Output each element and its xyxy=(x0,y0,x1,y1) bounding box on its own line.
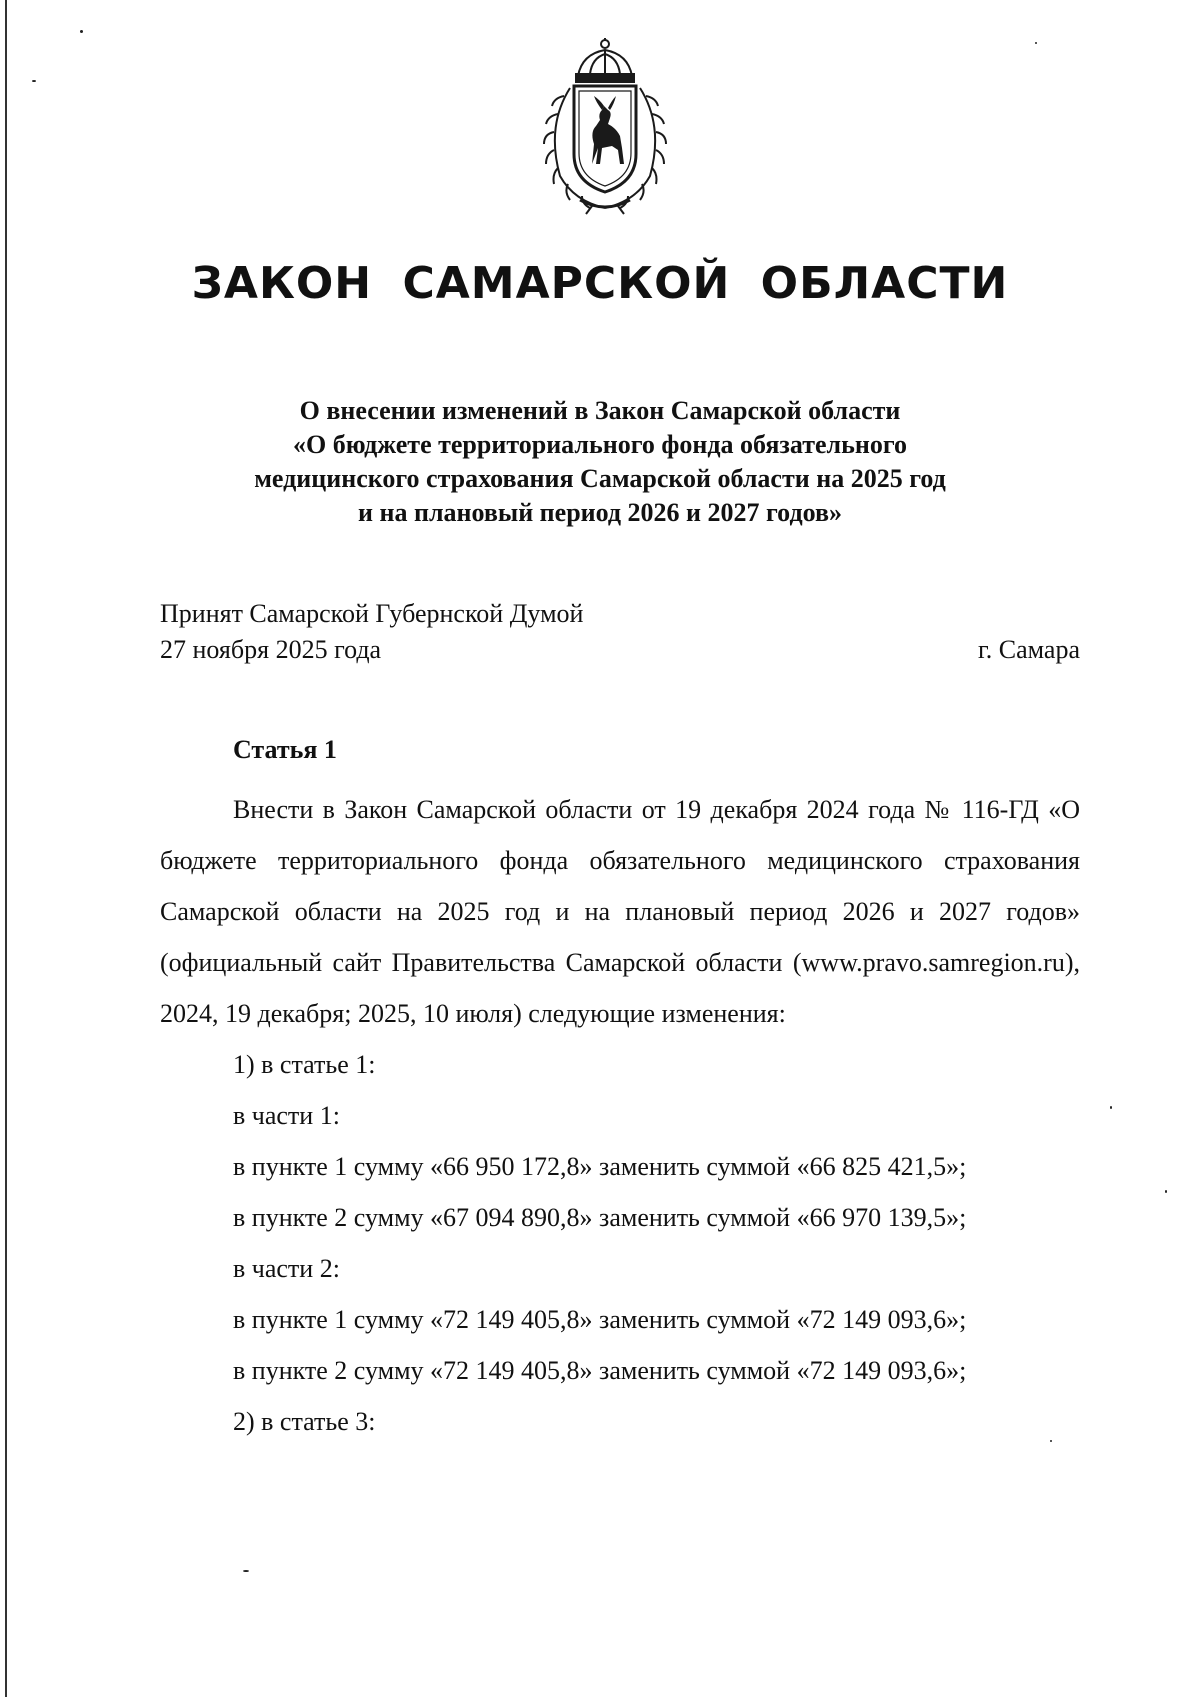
subject-line: «О бюджете территориального фонда обязательного xyxy=(292,430,907,459)
place: г. Самара xyxy=(978,635,1080,664)
article-heading: Статья 1 xyxy=(233,735,337,764)
list-item: в пункте 1 сумму «66 950 172,8» заменить суммой «66 825 421,5»; xyxy=(233,1152,967,1181)
scan-speck xyxy=(1035,42,1037,44)
subject-line: медицинского страхования Самарской области на 2025 год xyxy=(254,464,946,493)
scan-speck xyxy=(1050,1440,1052,1442)
scan-speck xyxy=(1110,1106,1112,1109)
subject-line: О внесении изменений в Закон Самарской области xyxy=(299,396,901,425)
subject-line: и на плановый период 2026 и 2027 годов» xyxy=(358,498,842,527)
samara-coat-of-arms-icon xyxy=(530,36,680,216)
law-subject xyxy=(150,394,1050,530)
adopted-date: 27 ноября 2025 года xyxy=(160,635,382,664)
document-title: ЗАКОН САМАРСКОЙ ОБЛАСТИ xyxy=(191,258,1009,309)
list-item: 1) в статье 1: xyxy=(233,1050,376,1079)
list-item: в пункте 2 сумму «67 094 890,8» заменить суммой «66 970 139,5»; xyxy=(233,1203,967,1232)
adopted-by: Принят Самарской Губернской Думой xyxy=(160,599,584,628)
list-item: в пункте 1 сумму «72 149 405,8» заменить суммой «72 149 093,6»; xyxy=(233,1305,967,1334)
intro-paragraph xyxy=(160,784,1080,1039)
scan-speck xyxy=(80,30,83,33)
article-body xyxy=(160,732,1080,1447)
list-item: в пункте 2 сумму «72 149 405,8» заменить суммой «72 149 093,6»; xyxy=(233,1356,967,1385)
scan-speck xyxy=(243,1570,249,1572)
list-item: 2) в статье 3: xyxy=(233,1407,376,1436)
date-place-row xyxy=(160,632,1080,668)
intro-paragraph-text: Внести в Закон Самарской области от 19 декабря 2024 года № 116-ГД «О бюджете территориального фонда обязательного медицинского страхования Самарской области на 2025 год и на плановый период 2026 и 2027 годов» (официальный сайт Правительства Самарской области (www.pravo.samregion.ru), 2024, 19 декабря; 2025, 10 июля) следующие изменения: xyxy=(160,795,1080,1028)
list-item: в части 2: xyxy=(233,1254,340,1283)
scan-speck xyxy=(32,80,36,82)
scan-edge-line xyxy=(5,0,7,1697)
adoption-block xyxy=(160,596,1080,668)
list-item: в части 1: xyxy=(233,1101,340,1130)
scan-speck xyxy=(1165,1190,1167,1193)
